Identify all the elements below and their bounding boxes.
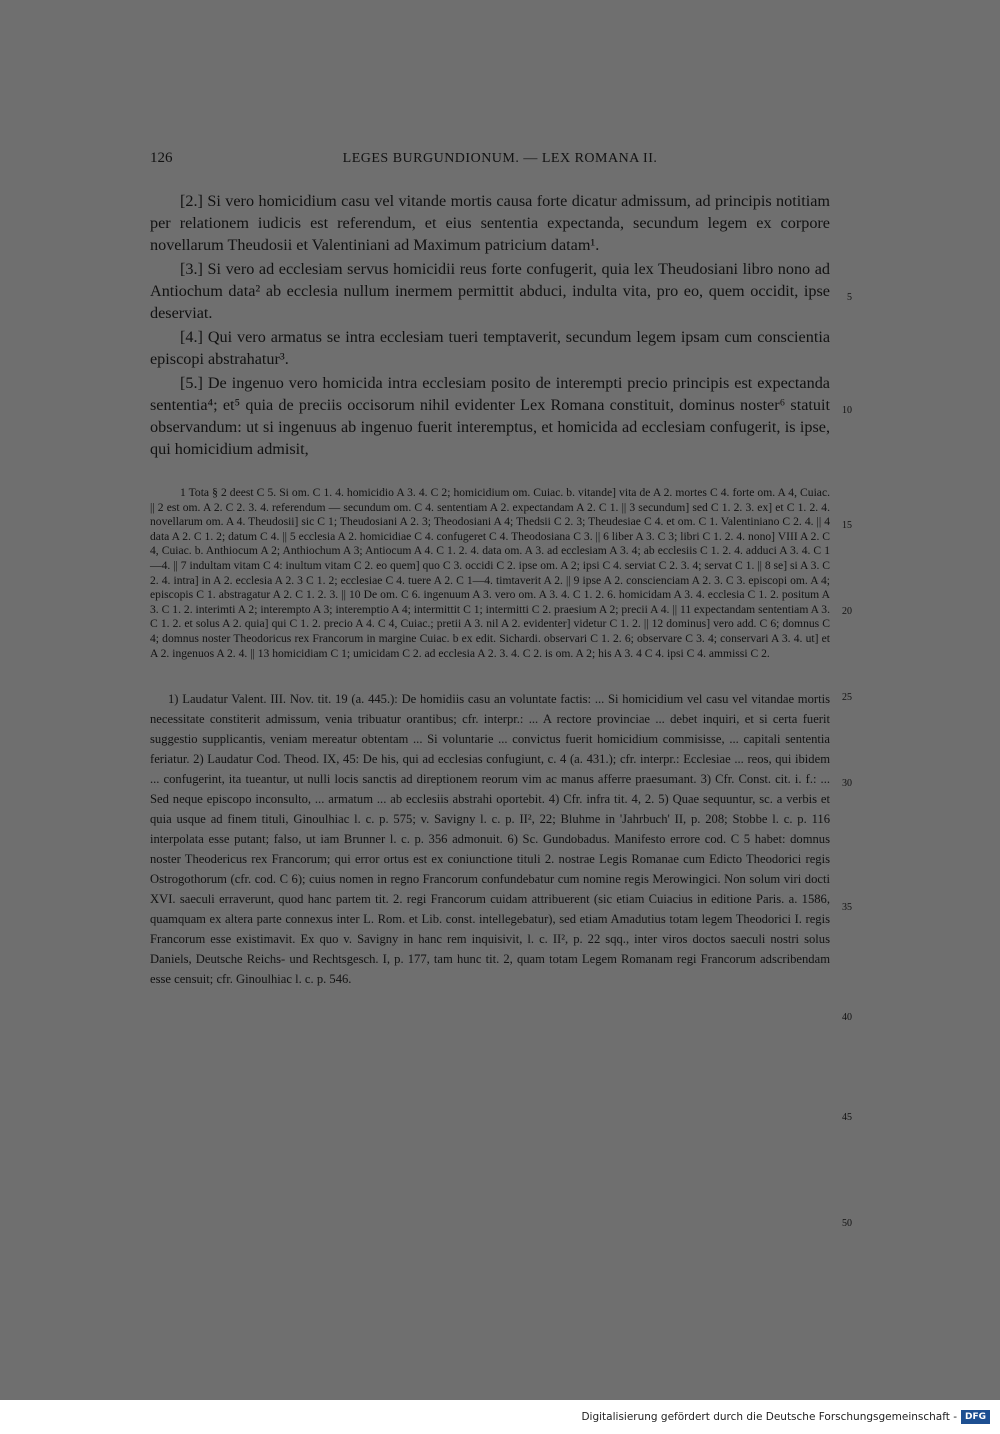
paragraph-5: [5.] De ingenuo vero homicida intra ecclesiam posito de interempti precio principis est expectanda sententia⁴; et⁵ quia de preciis occisorum nihil evidenter Lex Romana constituit, dominus noster⁶ statuit observandum: ut si ingenuus ab ingenuo fuerit interemptus, et homicida ad ecclesiam confugerit, is ipse, qui homicidium admisit, [150, 374, 830, 458]
main-text [150, 190, 830, 460]
line-number: 35 [842, 902, 852, 913]
apparatus-text: 1 Tota § 2 deest C 5. Si om. C 1. 4. homicidio A 3. 4. C 2; homicidium om. Cuiac. b. vitande] vita de A 2. mortes C 4. forte om. A 4, Cuiac. || 2 est om. A 2. C 2. 3. 4. referendum — secundum om. C 4. sententiam A 2. expectandam A 2. C 1. || 3 secundum] sed C 1. 2. 3. ex] et C 1. 2. 4. novellarum om. A 4. Theudosii] sic C 1; Theudosiani A 2. 3; Theodosiani A 4; Thedsii C 2. 3; Theudesiae C 4. et om. C 1. Valentiniano C 2. 4. || 4 data A 2. C 1. 2; datum C 4. || 5 ecclesia A 2. homicidiae C 4. confugeret C 4. Theodosiana C 3. || 6 liber A 3. C 3; libri C 1. 2. 4. nono] VIII A 2. C 4, Cuiac. b. Anthiocum A 2; Anthiochum A 3; Antiocum A 4. C 1. 2. 4. data om. A 3. ad ecclesiam A 3. 4; ab ecclesiis C 1. 2. 4. adduci A 3. 4. C 1—4. || 7 indultam vitam C 4: inultum vitam C 2. eo quem] quo C 3. occidi C 2. ipse om. A 2; ipsi C 4. serviat C 2. 3. 4; servat C 1. || 8 se] si A 3. C 2. 4. intra] in A 2. ecclesia A 2. 3 C 1. 2; ecclesiae C 4. tuere A 2. C 1—4. timtaverit A 2. || 9 ipse A 2. conscienciam A 2. 3. C 3. episcopi om. A 4; episcopis C 1. abstragatur A 2. C 1. 2. 3. || 10 De om. C 6. ingenuum A 3. vero om. A 3. 4. C 1. 2. 6. homicidam A 3. 4. ecclesia C 1. 2. positum A 3. C 1. 2. interimti A 2; interempto A 3; interemptio A 4; intermittit C 1; intermitti C 2. praesium A 2; precii A 4. || 11 expectandam sententiam A 3. C 1. 2. et solus A 2. quia] qui C 1. 2. precio A 4. C 4, Cuiac.; pretii A 3. nil A 2. evidenter] videtur C 1. 2. || 12 dominus] vero add. C 6; domnus C 4; domnus noster Theodoricus rex Francorum in margine Cuiac. b ex edit. Sichardi. observari C 1. 2. 6; observare C 3. 4; conservari A 3. 4. ut] et A 2. ingenuos A 2. 4. || 13 homicidiam C 1; umicidam C 2. ad ecclesia A 2. 3. 4. C 2. is om. A 2; his A 3. 4 C 4. ipsi C 4. ammissi C 2. [150, 486, 830, 660]
document-page [150, 150, 852, 1250]
page-number: 126 [150, 150, 173, 166]
line-number: 40 [842, 1012, 852, 1023]
line-number: 10 [842, 405, 852, 416]
footer-bar [0, 1400, 1000, 1434]
page-header [150, 150, 830, 174]
dfg-logo: DFG [961, 1410, 990, 1424]
line-number: 30 [842, 778, 852, 789]
line-number: 25 [842, 692, 852, 703]
footnotes-text: 1) Laudatur Valent. III. Nov. tit. 19 (a. 445.): De homidiis casu an voluntate factis: ... Si homicidium vel casu vel vitandae mortis necessitate constiterit admissum, venia tribuatur orantibus; cfr. interpr.: ... A rectore provinciae ... debet inquiri, et si certa fuerit suggestio supplicantis, veniam mereatur obtentam ... Si voluntarie ... convictus fuerit homicidium commisisse, ... capitali sententia feriatur. 2) Laudatur Cod. Theod. IX, 45: De his, qui ad ecclesias confugiunt, c. 4 (a. 431.); cfr. interpr.: Ecclesiae ... reos, qui ibidem ... confugerint, ita tueantur, ut nulli locis sanctis ad direptionem reorum vim ac manus afferre praesumant. 3) Cfr. Const. cit. i. f.: ... Sed neque episcopo inconsulto, ... armatum ... ab ecclesiis abstrahi oportebit. 4) Cfr. infra tit. 4, 2. 5) Quae sequuntur, sc. a verbis et quia usque ad finem tituli, Ginoulhiac l. c. p. 575; v. Savigny l. c. p. II², 22; Bluhme in 'Jahrbuch' II, p. 208; Stobbe l. c. p. 116 interpolata esse putant; falso, ut iam Brunner l. c. p. 356 admonuit. 6) Sc. Gundobadus. Manifesto errore cod. C 5 habet: domnus noster Theodericus rex Francorum; qui error ortus est ex coniunctione tituli 2. nostrae Legis Romanae cum Edicto Theodorici regis Ostrogothorum (cfr. cod. C 6); cuius nomen in regno Francorum confundebatur cum nomine regis Merowingici. Non solum viri docti XVI. saeculi erraverunt, quod hanc partem tit. 2. regi Francorum cuidam attribuerent (sic etiam Cuiacius in editione Paris. a. 1586, quamquam ex altera parte connexus inter L. Rom. et Lib. const. intellegebatur), sed etiam Amadutius totam legem Theodorici I. regis Francorum esse existimavit. Ex quo v. Savigny in hanc rem inquisivit, l. c. II², p. 22 sqq., inter viros doctos saeculi nostri solus Daniels, Deutsche Reichs- und Rechtsgesch. I, p. 177, tam hunc tit. 2, quam totam Legem Romanam regi Francorum adscribendam esse censuit; cfr. Ginoulhiac l. c. p. 546. [150, 692, 830, 987]
line-number: 15 [842, 520, 852, 531]
paragraph-2: [2.] Si vero homicidium casu vel vitande mortis causa forte dicatur admissum, ad principis notitiam per relationem iudicis est referendum, et eius sententia expectanda, secundum legem ex corpore novellarum Theudosii et Valentiniani ad Maximum patricium datam¹. [150, 192, 830, 254]
line-number: 20 [842, 606, 852, 617]
paragraph-3: [3.] Si vero ad ecclesiam servus homicidii reus forte confugerit, quia lex Theudosiani libro nono ad Antiochum data² ab ecclesia nullum inermem permittit abduci, indulta vita, pro eo, quem occidit, ipse deserviat. [150, 260, 830, 322]
line-number: 50 [842, 1218, 852, 1229]
line-number: 45 [842, 1112, 852, 1123]
footnotes [150, 689, 830, 989]
running-title: LEGES BURGUNDIONUM. — LEX ROMANA II. [342, 151, 658, 166]
footer-credit: Digitalisierung gefördert durch die Deutsche Forschungsgemeinschaft - [581, 1411, 957, 1423]
paragraph-4: [4.] Qui vero armatus se intra ecclesiam tueri temptaverit, secundum legem ipsam cum conscientia episcopi abstrahatur³. [150, 328, 830, 368]
critical-apparatus [150, 486, 830, 661]
line-number: 5 [847, 292, 852, 303]
